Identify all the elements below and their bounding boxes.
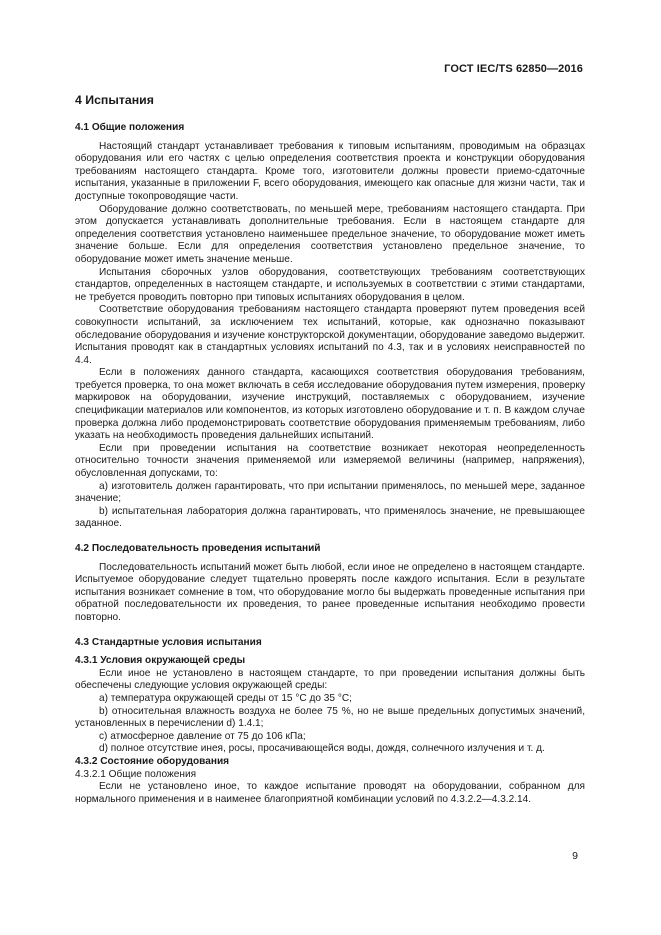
list-item: a) температура окружающей среды от 15 °С до 35 °С; (99, 692, 352, 704)
page-number: 9 (572, 850, 578, 862)
paragraph: Если не установлено иное, то каждое испытание проводят на оборудовании, собранном для нормального применения и в наименее благоприятной комбинации условий по 4.3.2.2—4.3.2.14. (75, 781, 585, 805)
paragraph: Последовательность испытаний может быть любой, если иное не определено в настоящем стандарте. Испытуемое оборудование следует тщательно проверять после каждого испытания. Если в результате испытания возникает сомнение в том, что оборудование могло бы выдержать проведенные испытания при обратной последовательности их проведения, то ранее проведенные испытания необходимо провести повторно. (75, 561, 585, 623)
paragraph: Соответствие оборудования требованиям настоящего стандарта проверяют путем проведения всей совокупности испытаний, за исключением тех испытаний, которые, как однозначно показывают обследование оборудования и изучение конструкторской документации, оборудование заведомо выдержит. Испытания проводят как в стандартных условиях испытаний по 4.3, так и в условиях неисправностей по 4.4. (75, 304, 585, 366)
list-item: b) относительная влажность воздуха не более 75 %, но не выше предельных допустимых значений, установленных в перечислении d) 1.4.1; (75, 705, 585, 730)
subsection-title: 4.1 Общие положения (75, 122, 185, 133)
list-item: a) изготовитель должен гарантировать, что при испытании применялось, по меньшей мере, заданное значение; (75, 480, 585, 505)
subsection-title: 4.3 Стандартные условия испытания (75, 636, 262, 648)
paragraph: Если иное не установлено в настоящем стандарте, то при проведении испытания должны быть обеспечены следующие условия окружающей среды: (75, 667, 585, 692)
paragraph: Если в положениях данного стандарта, касающихся соответствия оборудования требованиям, требуется проверка, то она может включать в себя исследование оборудования путем измерения, проверку маркировок на оборудовании, изучение инструкций, поставляемых с оборудованием, изучение спецификации материалов или компонентов, из которых изготовлено оборудование и т. п. В каждом случае проверка должна либо продемонстрировать соответствие оборудования применяемым требованиям, либо указать на необходимость проведения дальнейших испытаний. (75, 367, 585, 442)
list-item: c) атмосферное давление от 75 до 106 кПа; (99, 730, 306, 742)
clause-title: 4.3.1 Условия окружающей среды (75, 655, 246, 667)
paragraph: Настоящий стандарт устанавливает требования к типовым испытаниям, проводимым на образцах оборудования или его частях с целью определения соответствия проекта и конструкции оборудования требованиям настоящего стандарта. Кроме того, изготовители должны провести приемо-сдаточные испытания, указанные в приложении F, всего оборудования, имеющего как опасные для жизни части, так и доступные токопроводящие части. (75, 140, 585, 202)
paragraph: Оборудование должно соответствовать, по меньшей мере, требованиям настоящего стандарта. При этом допускается устанавливать дополнительные требования. Если в настоящем стандарте для определения соответствия установлено наименьшее предельное значение, то оборудование может иметь значение больше. Если для определения соответствия установлено предельное значение, то оборудование может иметь значение меньше. (75, 203, 585, 265)
list-item: b) испытательная лаборатория должна гарантировать, что применялось значение, не превышающее заданное. (75, 505, 585, 530)
subsection-title: 4.2 Последовательность проведения испытаний (75, 543, 321, 554)
list-item: d) полное отсутствие инея, росы, просачивающейся воды, дождя, солнечного излучения и т. д. (99, 743, 545, 755)
subclause-title: 4.3.2.1 Общие положения (75, 768, 197, 780)
paragraph: Испытания сборочных узлов оборудования, соответствующих требованиям соответствующих стандартов, определенных в настоящем стандарте, и используемых в соответствии с этими стандартами, не требуется проводить повторно при типовых испытаниях оборудования в целом. (75, 266, 585, 303)
clause-title: 4.3.2 Состояние оборудования (75, 755, 230, 767)
section-title: 4 Испытания (75, 93, 154, 107)
paragraph: Если при проведении испытания на соответствие возникает некоторая неопределенность относительно точности значения применяемой или измеряемой величины (например, напряжения), обусловленная допусками, то: (75, 442, 585, 480)
page-content (75, 93, 585, 806)
standard-header: ГОСТ IEC/TS 62850—2016 (444, 63, 583, 75)
